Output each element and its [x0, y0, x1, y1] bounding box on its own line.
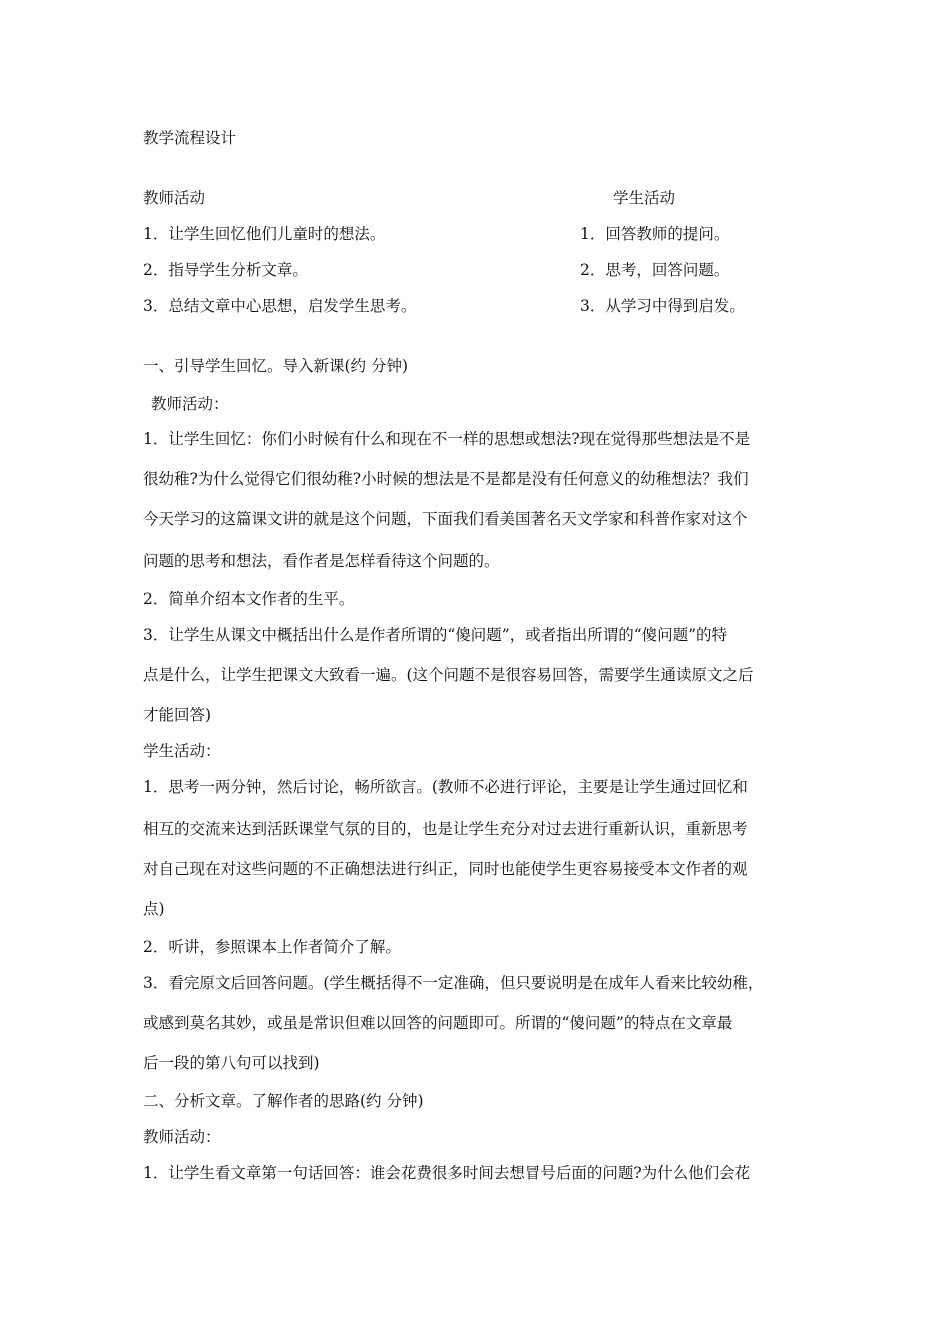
section1-student-label: 学生活动：: [143, 742, 221, 760]
paragraph-line: 1．让学生看文章第一句话回答：谁会花费很多时间去想冒号后面的问题?为什么他们会花: [143, 1164, 751, 1182]
page-title: 教学流程设计: [143, 129, 237, 147]
paragraph-line: 2．简单介绍本文作者的生平。: [143, 590, 355, 608]
paragraph-line: 今天学习的这篇课文讲的就是这个问题，下面我们看美国著名天文学家和科普作家对这个: [143, 510, 748, 528]
overview-teacher-item: 3．总结文章中心思想，启发学生思考。: [143, 297, 417, 315]
section2-teacher-label: 教师活动：: [143, 1128, 221, 1146]
section1-heading: 一、引导学生回忆。导入新课(约 分钟): [143, 357, 409, 375]
paragraph-line: 1．思考一两分钟，然后讨论，畅所欲言。(教师不必进行评论，主要是让学生通过回忆和: [143, 778, 748, 796]
paragraph-line: 对自己现在对这些问题的不正确想法进行纠正，同时也能使学生更容易接受本文作者的观: [143, 860, 748, 878]
paragraph-line: 或感到莫名其妙，或虽是常识但难以回答的问题即可。所谓的“傻问题”的特点在文章最: [143, 1014, 733, 1032]
paragraph-line: 很幼稚?为什么觉得它们很幼稚?小时候的想法是不是都是没有任何意义的幼稚想法？我们: [143, 470, 749, 488]
overview-teacher-item: 1．让学生回忆他们儿童时的想法。: [143, 225, 386, 243]
student-activity-header: 学生活动: [613, 189, 676, 207]
paragraph-line: 点是什么，让学生把课文大致看一遍。(这个问题不是很容易回答，需要学生通读原文之后: [143, 666, 754, 684]
overview-student-item: 3．从学习中得到启发。: [580, 297, 745, 315]
paragraph-line: 才能回答): [143, 706, 212, 724]
paragraph-line: 2．听讲，参照课本上作者简介了解。: [143, 938, 401, 956]
overview-student-item: 2．思考，回答问题。: [580, 261, 730, 279]
paragraph-line: 后一段的第八句可以找到): [143, 1054, 320, 1072]
paragraph-line: 3．让学生从课文中概括出什么是作者所谓的“傻问题”，或者指出所谓的“傻问题”的特: [143, 626, 728, 644]
section1-teacher-label: 教师活动：: [151, 395, 229, 413]
paragraph-line: 点): [143, 900, 165, 918]
overview-student-item: 1．回答教师的提问。: [580, 225, 730, 243]
paragraph-line: 1．让学生回忆：你们小时候有什么和现在不一样的思想或想法?现在觉得那些想法是不是: [143, 430, 751, 448]
teacher-activity-header: 教师活动: [143, 189, 206, 207]
section2-heading: 二、分析文章。了解作者的思路(约 分钟): [143, 1092, 424, 1110]
paragraph-line: 3．看完原文后回答问题。(学生概括得不一定准确，但只要说明是在成年人看来比较幼稚，: [143, 974, 764, 992]
paragraph-line: 问题的思考和想法，看作者是怎样看待这个问题的。: [143, 552, 500, 570]
overview-teacher-item: 2．指导学生分析文章。: [143, 261, 308, 279]
paragraph-line: 相互的交流来达到活跃课堂气氛的目的，也是让学生充分对过去进行重新认识，重新思考: [143, 820, 748, 838]
